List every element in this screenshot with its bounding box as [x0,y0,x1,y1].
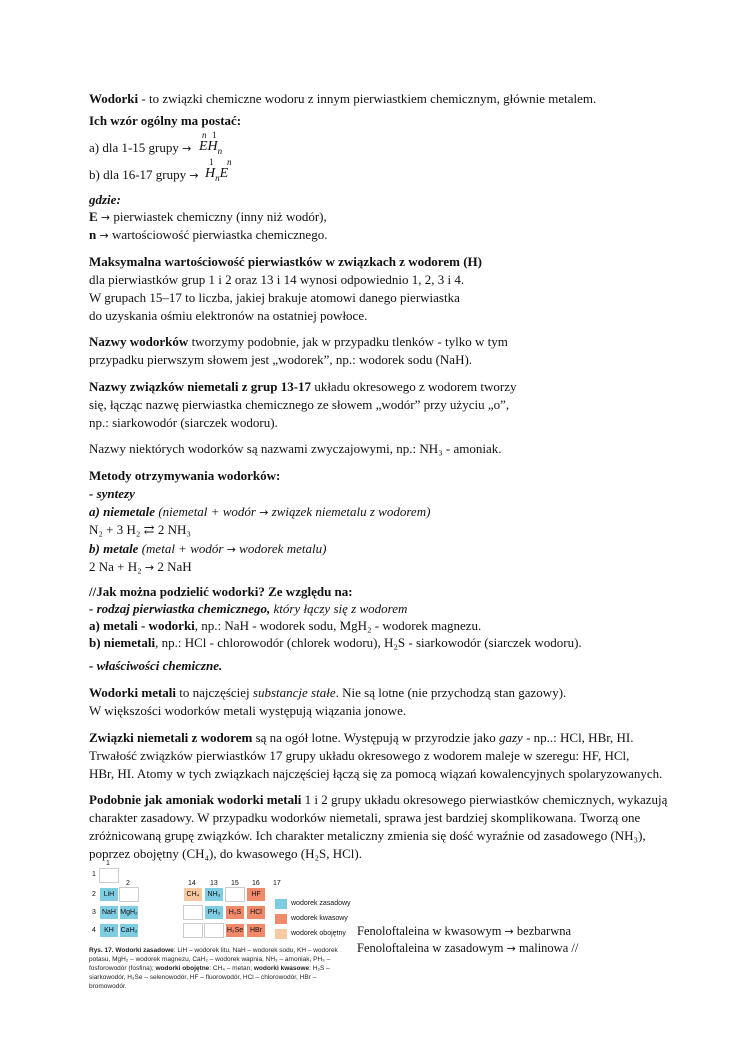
formula-b-label-text: b) dla 16-17 grupy [89,167,187,182]
where-e-symbol: E [89,209,98,224]
division-b-bold: b) niemetali [89,635,156,650]
division-b [89,634,582,652]
period-label: 1 [92,871,96,878]
cell-empty [119,887,139,902]
arrow-icon: → [100,211,111,224]
methods-b-label: b) metale [89,541,139,556]
cell-cah2: CaH₂ [119,923,139,938]
arrow-icon: → [99,229,109,242]
cell-mgh2: MgH₂ [119,905,139,920]
formula-b-sup-h: 1 [209,157,214,167]
division-chem [89,657,222,675]
arrow-icon: → [189,169,199,182]
group-label-17: 17 [273,880,281,887]
arrow-icon: → [144,561,155,574]
caption-t2: : CH₄ – metan; [209,965,254,972]
group-label-2: 2 [126,880,130,887]
nonmetal-names-bold: Nazwy związków niemetali z grup 13-17 [89,379,312,394]
legend-swatch-acidic [275,914,287,924]
nonmetal-compounds-line1 [89,729,634,747]
methods-eq2 [89,558,192,577]
methods-eq2a: 2 Na + H₂ [89,559,145,574]
phenol-line1b: bezbarwna [513,924,572,938]
cell-h2se: H₂Se [225,923,245,938]
where-heading-text: gdzie: [89,192,121,207]
group-label-1: 1 [106,860,110,867]
names-rest: tworzymy podobnie, jak w przypadku tlenków - tylko w tym [188,334,508,349]
formula-a [199,139,222,156]
names-line2: przypadku pierwszym słowem jest „wodorek”, np.: wodorek sodu (NaH). [89,352,473,367]
ammonia-line4: poprzez obojętny (CH₄), do kwasowego (H₂S, HCl). [89,846,362,861]
methods-eq2b: 2 NaH [154,559,192,574]
methods-eq1: N₂ + 3 H₂ ⇄ 2 NH₃ [89,522,191,537]
where-n [89,226,327,245]
where-heading [89,191,121,209]
period-label: 3 [92,909,96,916]
arrow-icon: → [506,942,516,955]
methods-heading [89,467,280,485]
nonmetal-compounds-rest1: są na ogół lotne. Występują w przyrodzie jako [252,730,499,745]
ammonia-line3: zróżnicowaną grupę związków. Ich charakter metaliczny zmienia się dość wyraźnie od zasadowego (NH₃), [89,828,646,843]
period-label: 2 [92,891,96,898]
legend-basic: wodorek zasadowy [291,900,351,907]
names-line1 [89,333,508,351]
group-label-15: 15 [231,880,239,887]
formula-b: $H_nE$ [205,166,229,183]
division-a-rest: , np.: NaH - wodorek sodu, MgH₂ - wodorek magnezu. [194,618,482,633]
valence-bold: Maksymalna wartościowość pierwiastków w związkach z wodorem (H) [89,254,482,269]
where-n-symbol: n [89,227,97,242]
valence-heading [89,253,482,271]
valence-line2: W grupach 15–17 to liczba, jakiej brakuje atomowi danego pierwiastka [89,290,460,305]
methods-heading-text: Metody otrzymywania wodorków: [89,468,281,483]
division-heading [89,583,353,601]
nonmetal-compounds-bold: Związki niemetali z wodorem [89,730,253,745]
caption-bold1: Rys. 17. Wodorki zasadowe [89,947,174,954]
division-a [89,617,481,635]
period-label: 4 [92,927,96,934]
nonmetal-names-line1 [89,378,516,396]
division-kind-rest: który łączy się z wodorem [270,601,408,616]
legend-swatch-basic [275,899,287,909]
formula-a-text: EH [199,139,218,154]
methods-synthesis-text: - syntezy [89,486,135,501]
cell-ph3: PH₃ [204,905,224,920]
group-label-13: 13 [210,880,218,887]
legend-acidic: wodorek kwasowy [291,915,348,922]
methods-b [89,540,326,559]
metal-hydrides-ital: substancje stałe [252,685,336,700]
formula-a-sub: n [217,145,223,156]
division-chem-text: - właściwości chemiczne. [89,658,223,673]
nonmetal-compounds-line2: Trwałość związków pierwiastków 17 grupy układu okresowego z wodorem maleje w szeregu: HF, HCl, [89,748,630,763]
group-label-16: 16 [252,880,260,887]
methods-a-desc2: związek niemetalu z wodorem) [268,504,431,519]
division-kind-bold: - rodzaj pierwiastka chemicznego, [89,601,271,616]
names-bold: Nazwy wodorków [89,334,189,349]
phenol-line1a: Fenoloftaleina w kwasowym [357,924,505,938]
ammonia-rest1: 1 i 2 grupy układu okresowego pierwiastków chemicznych, wykazują [301,792,668,807]
cell-h [99,868,119,883]
cell-kh: KH [99,923,119,938]
valence-line3: do uzyskania ośmiu elektronów na ostatniej powłoce. [89,308,368,323]
intro-rest: - to związki chemiczne wodoru z innym pierwiastkiem chemicznym, głównie metalem. [138,91,597,106]
phenol-line2b: malinowa // [515,941,579,955]
general-formula-heading [89,112,241,130]
methods-synthesis [89,485,135,503]
ammonia-bold: Podobnie jak amoniak wodorki metali [89,792,302,807]
metal-hydrides-rest2: . Nie są lotne (nie przychodzą stan gazowy). [335,685,567,700]
metal-hydrides-rest1: to najczęściej [176,685,253,700]
metal-hydrides-line2: W większości wodorków metali występują wiązania jonowe. [89,703,407,718]
intro-line [89,90,596,108]
nonmetal-compounds-line3: HBr, HI. Atomy w tych związkach najczęściej łączą się za pomocą wiązań kowalencyjnych spolaryzowanych. [89,766,663,781]
metal-hydrides-line1 [89,684,566,702]
caption-bold2: wodorki obojętne [155,965,210,972]
methods-b-desc2: wodorek metalu) [235,541,327,556]
cell-hf: HF [246,887,266,902]
caption-bold3: wodorki kwasowe [253,965,310,972]
cell-empty [225,887,245,902]
figure-caption [89,946,344,991]
cell-empty [183,923,203,938]
methods-b-desc: (metal + wodór [138,541,227,556]
phenol-line2a: Fenoloftaleina w zasadowym [357,941,507,955]
common-names: Nazwy niektórych wodorków są nazwami zwyczajowymi, np.: NH₃ - amoniak. [89,441,502,456]
nonmetal-compounds-rest2: - np..: HCl, HBr, HI. [522,730,634,745]
nonmetal-names-rest: układu okresowego z wodorem tworzy [311,379,517,394]
division-kind [89,600,407,618]
methods-a [89,503,430,522]
division-heading-text: //Jak można podzielić wodorki? Ze względu na: [89,584,353,599]
nonmetal-compounds-ital: gazy [498,730,523,745]
cell-nh3: NH₃ [204,887,224,902]
methods-a-desc: (niemetal + wodór [155,504,260,519]
cell-empty [183,905,203,920]
division-a-bold: a) metali - wodorki [89,618,195,633]
cell-empty [204,923,224,938]
ammonia-line1 [89,791,667,809]
caption-t3: : H₂S – siarkowodór, H₂Se – selenowodór, HF – fluorowodór, HCl – chlorowodór, HBr – bromowodór. [89,965,330,990]
legend-neutral: wodorek obojętny [291,930,346,937]
arrow-icon: → [259,506,269,519]
ammonia-line2: charakter zasadowy. W przypadku wodorków niemetali, sprawa jest bardziej skomplikowana. Tworzą one [89,810,641,825]
cell-h2s: H₂S [225,905,245,920]
cell-hcl: HCl [246,905,266,920]
where-e [89,208,327,227]
legend-swatch-neutral [275,929,287,939]
formula-a-sup-e: n [202,130,207,140]
where-n-text: wartościowość pierwiastka chemicznego. [108,227,328,242]
formula-a-label-text: a) dla 1-15 grupy [89,140,179,155]
phenol-line2 [357,939,578,958]
cell-lih: LiH [99,887,119,902]
arrow-icon: → [226,543,236,556]
cell-hbr: HBr [246,923,266,938]
formula-a-sup-h: 1 [212,130,217,140]
division-b-rest: , np.: HCl - chlorowodór (chlorek wodoru), H₂S - siarkowodór (siarczek wodoru). [155,635,582,650]
cell-ch4: CH₄ [183,887,203,902]
intro-term: Wodorki [89,91,139,106]
caption-t1: : LiH – wodorek litu, NaH – wodorek sodu, KH – wodorek potasu, MgH₂ – wodorek magnezu, CaH₂ – wodorek wapnia, NH₃ – amoniak, PH₃ – fosforowodór (fosfina); [89,947,338,972]
nonmetal-names-line2: się, łącząc nazwę pierwiastka chemicznego ze słowem „wodór” przy użyciu „o”, [89,397,510,412]
general-formula-heading-text: Ich wzór ogólny ma postać: [89,113,242,128]
formula-a-label [89,139,191,158]
arrow-icon: → [504,925,514,938]
methods-a-label: a) niemetale [89,504,156,519]
arrow-icon: → [182,142,192,155]
valence-line1: dla pierwiastków grup 1 i 2 oraz 13 i 14 wynosi odpowiednio 1, 2, 3 i 4. [89,272,465,287]
nonmetal-names-line3: np.: siarkowodór (siarczek wodoru). [89,415,278,430]
cell-nah: NaH [99,905,119,920]
formula-b-label [89,166,199,185]
group-label-14: 14 [188,880,196,887]
metal-hydrides-bold: Wodorki metali [89,685,177,700]
formula-b-sup-e: n [227,157,232,167]
where-e-text: pierwiastek chemiczny (inny niż wodór), [110,209,327,224]
